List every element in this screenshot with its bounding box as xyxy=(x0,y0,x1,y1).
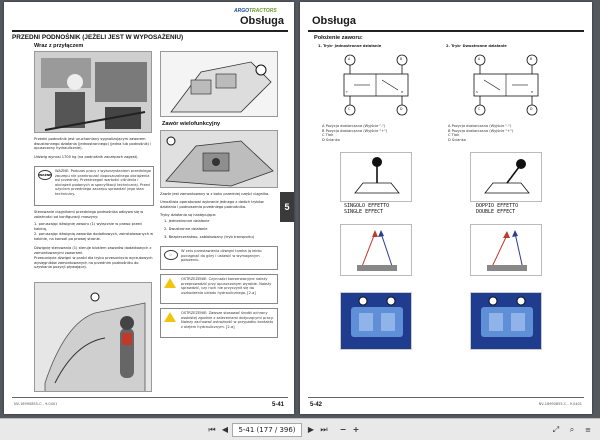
legend-left xyxy=(322,124,437,142)
mode-3: 3. Bezpieczeństwo, zablokowany (tryb transportu) xyxy=(164,235,255,239)
header-rule xyxy=(12,30,288,32)
argo-logo xyxy=(234,8,277,14)
fit-page-button[interactable]: ⤢ xyxy=(552,425,560,434)
viewer-toolbar xyxy=(0,418,600,440)
arrow-diagram-double xyxy=(470,224,542,276)
para-3: Sterowanie ciągnikami przedniego podnośnika odbywa się w zależności od konfiguracji maszyny: xyxy=(34,210,144,219)
zawor-para-2: Umożliwia operatorowi wybranie jednego z dwóch trybów działania i podnoszenia przedniego podnośnika. xyxy=(160,200,264,209)
lever-double-box xyxy=(470,152,542,202)
para-1: Przedni podnośnik jest uruchamiany sygnalizującym zaworem dwustronnego działania (jednostronnego) (jedna lub podnośnik) i opuszczony hydraulicznie). xyxy=(34,137,152,151)
more-options-icon[interactable]: ≡ xyxy=(585,426,591,434)
valve-drawing xyxy=(160,51,278,117)
arrow-diagram-single xyxy=(340,224,412,276)
front-hitch-drawing xyxy=(35,52,152,133)
valve-line-drawing xyxy=(161,52,278,117)
logo-brand: ARGO xyxy=(234,8,249,14)
lever-double-drawing xyxy=(471,153,543,203)
zawor-title: Zawór wielofunkcyjny xyxy=(162,121,221,127)
caution-box-1 xyxy=(160,274,278,304)
info-note-text: W celu przestawienia dźwigni trzeba ją lekko pociągnąć do góry i ustawić w wymaganym położeniu. xyxy=(181,249,262,263)
legend-left-b: B Pozycja dostarczana (Wyjście "+") xyxy=(322,128,388,133)
subsection-title: Wraz z przyłączem xyxy=(34,43,84,49)
footer-rule xyxy=(12,397,288,398)
important-note xyxy=(34,166,154,206)
port-b-label-2: B xyxy=(530,57,533,61)
mode-1: 1. Jednostronne działanie xyxy=(164,219,210,223)
hand-icon: ☞ xyxy=(164,250,178,260)
zoom-out-button[interactable]: − xyxy=(339,425,347,434)
caution-box-2 xyxy=(160,308,278,338)
port-d-label: D xyxy=(400,107,403,111)
port-a-label-2: A xyxy=(478,57,481,61)
col2-title: 2. Tryb- Dwustronne działanie xyxy=(446,44,507,48)
page-number-right: 5-42 xyxy=(310,402,323,408)
page-number: 5-41 xyxy=(271,402,284,408)
lever-single-box xyxy=(340,152,412,202)
header-title-right: Obsługa xyxy=(312,15,357,27)
chapter-tab: 5 xyxy=(280,192,294,222)
front-hitch-photo xyxy=(34,51,152,133)
caution-2-text: OSTRZEŻENIE: Zawsze stosować środki ochrony osobistej zgodnie z zaleceniami dotyczącymi pracy. Należy zachować ostrożność w przypadku kontaktu z olejem hydraulicznym. [2-a] xyxy=(181,311,274,329)
port-b-label: B xyxy=(400,57,403,61)
warning-icon-2 xyxy=(164,312,176,322)
page-left xyxy=(4,2,294,414)
footer-rule-right xyxy=(308,397,584,398)
legend-right-a: A Pozycja dostarczana (Wyjście "-") xyxy=(448,124,512,128)
info-note xyxy=(160,246,278,270)
first-page-button[interactable]: ⏮ xyxy=(208,425,216,434)
valve-3d-double-drawing xyxy=(471,293,542,350)
legend-right-b: B Pozycja dostarczana (Wyjście "+") xyxy=(448,128,514,133)
multi-valve-line-drawing xyxy=(161,131,278,188)
port-c-label: C xyxy=(348,107,351,111)
info-icon: WAŻNE xyxy=(38,170,52,180)
schematic-double xyxy=(470,52,542,118)
zoom-in-button[interactable]: + xyxy=(352,425,360,434)
logo-sub: TRACTORS xyxy=(249,8,277,14)
legend-left-c: C Tłok xyxy=(322,133,334,138)
port-h-label-2: H xyxy=(531,90,534,94)
header-rule-right xyxy=(308,30,584,32)
section-title: PRZEDNI PODNOŚNIK (JEŻELI JEST W WYPOSAŻENIU) xyxy=(12,34,184,41)
schematic-single xyxy=(340,52,412,118)
list-item-1: 1. poruszając dźwignię zaworu (1) wyłącznie w prawo przed kabiną, xyxy=(34,222,142,231)
next-page-button[interactable]: ▶ xyxy=(307,425,315,434)
footer-code-right: NV-16990855-C - 9.0401 xyxy=(538,402,582,406)
single-caption-it: SINGOLO EFFETTO xyxy=(344,203,390,209)
header-title: Obsługa xyxy=(240,15,285,27)
zawor-para-1: Zawór jest zamontowany w z boku przedniej części ciągnika. xyxy=(160,192,270,196)
caution-1-text: OSTRZEŻENIE: Czynności konserwacyjne należy przeprowadzić przy opuszczonym wyrobie. Należy sprawdzić, czy ruch nie przyczynił się do uszkodzenia układu hydraulicznego. [2-a] xyxy=(181,277,272,295)
port-d-label-2: D xyxy=(530,107,533,111)
list-item-2: 2. poruszając dźwignią zaworów dodatkowych, zainstalowanych w kabinie, na konsoli po prawej stronie. xyxy=(34,232,154,241)
modes-intro: Tryby działania są następujące: xyxy=(160,213,217,217)
port-t-label: T xyxy=(346,90,348,94)
legend-left-d: D Ścianka xyxy=(322,137,340,142)
page-indicator[interactable]: 5-41 (177 / 396) xyxy=(232,423,302,437)
arrow-diagram-double-drawing xyxy=(471,225,543,277)
warning-icon xyxy=(164,278,176,288)
cab-lever-photo xyxy=(34,282,152,392)
multi-valve-photo xyxy=(160,130,278,188)
para-5: Przesunięcie dźwigni w przód dla trybu przesunięcia wyrzutowych wysięgników zamontowanych na przednim podnośniku do uzyskania pozycji pływającej. xyxy=(34,256,153,270)
port-a-label: A xyxy=(348,57,351,61)
valve-3d-single-drawing xyxy=(341,293,412,350)
last-page-button[interactable]: ⏭ xyxy=(320,425,328,434)
mode-2: 2. Dwustronne działanie xyxy=(164,227,208,231)
para-2: Udźwig wynosi 1700 kg (na podnośnik zaczepach zagęst). xyxy=(34,155,139,159)
port-s-label: S xyxy=(476,90,478,94)
port-c-label-2: C xyxy=(478,107,481,111)
legend-right-d: D Ścianka xyxy=(448,137,466,142)
cab-lever-drawing xyxy=(35,283,152,392)
col1-title: 1. Tryb- Jednostronne działanie xyxy=(318,44,382,48)
legend-left-a: A Pozycja dostarczana (Wyjście "-") xyxy=(322,124,386,128)
legend-right xyxy=(448,124,563,142)
valve-position-title: Położenie zaworu: xyxy=(314,35,363,41)
para-4: Dźwignię sterowania (1) steruje blokiem zaworów dodatkowych z zamontowanymi zaworami. xyxy=(34,246,152,255)
legend-right-c: C Tłok xyxy=(448,133,460,138)
lever-single-drawing xyxy=(341,153,413,203)
valve-3d-double xyxy=(470,292,542,350)
page-right xyxy=(300,2,592,414)
prev-page-button[interactable]: ◀ xyxy=(221,425,229,434)
arrow-diagram-single-drawing xyxy=(341,225,413,277)
note-text: WAŻNE: Podczas pracy z wykorzystaniem przedniego zaczepu nie przekraczać dopuszczalnego obciążenia osi przedniej. Przestrzegać wartości ciśnienia i obciążeń podanych w specyfikacji technicznej. Przed użyciem przedniego zaczepu sprawdzić jego stan techniczny. xyxy=(55,169,151,196)
search-button[interactable]: ⌕ xyxy=(569,425,575,434)
double-caption-it: DOPPIO EFFETTO xyxy=(476,203,519,209)
footer-code: NV-16990855-C - 9.0401 xyxy=(14,402,58,406)
port-h-label: H xyxy=(401,90,404,94)
valve-3d-single xyxy=(340,292,412,350)
double-caption-en: DOUBLE EFFECT xyxy=(476,209,516,215)
single-caption-en: SINGLE EFFECT xyxy=(344,209,384,215)
